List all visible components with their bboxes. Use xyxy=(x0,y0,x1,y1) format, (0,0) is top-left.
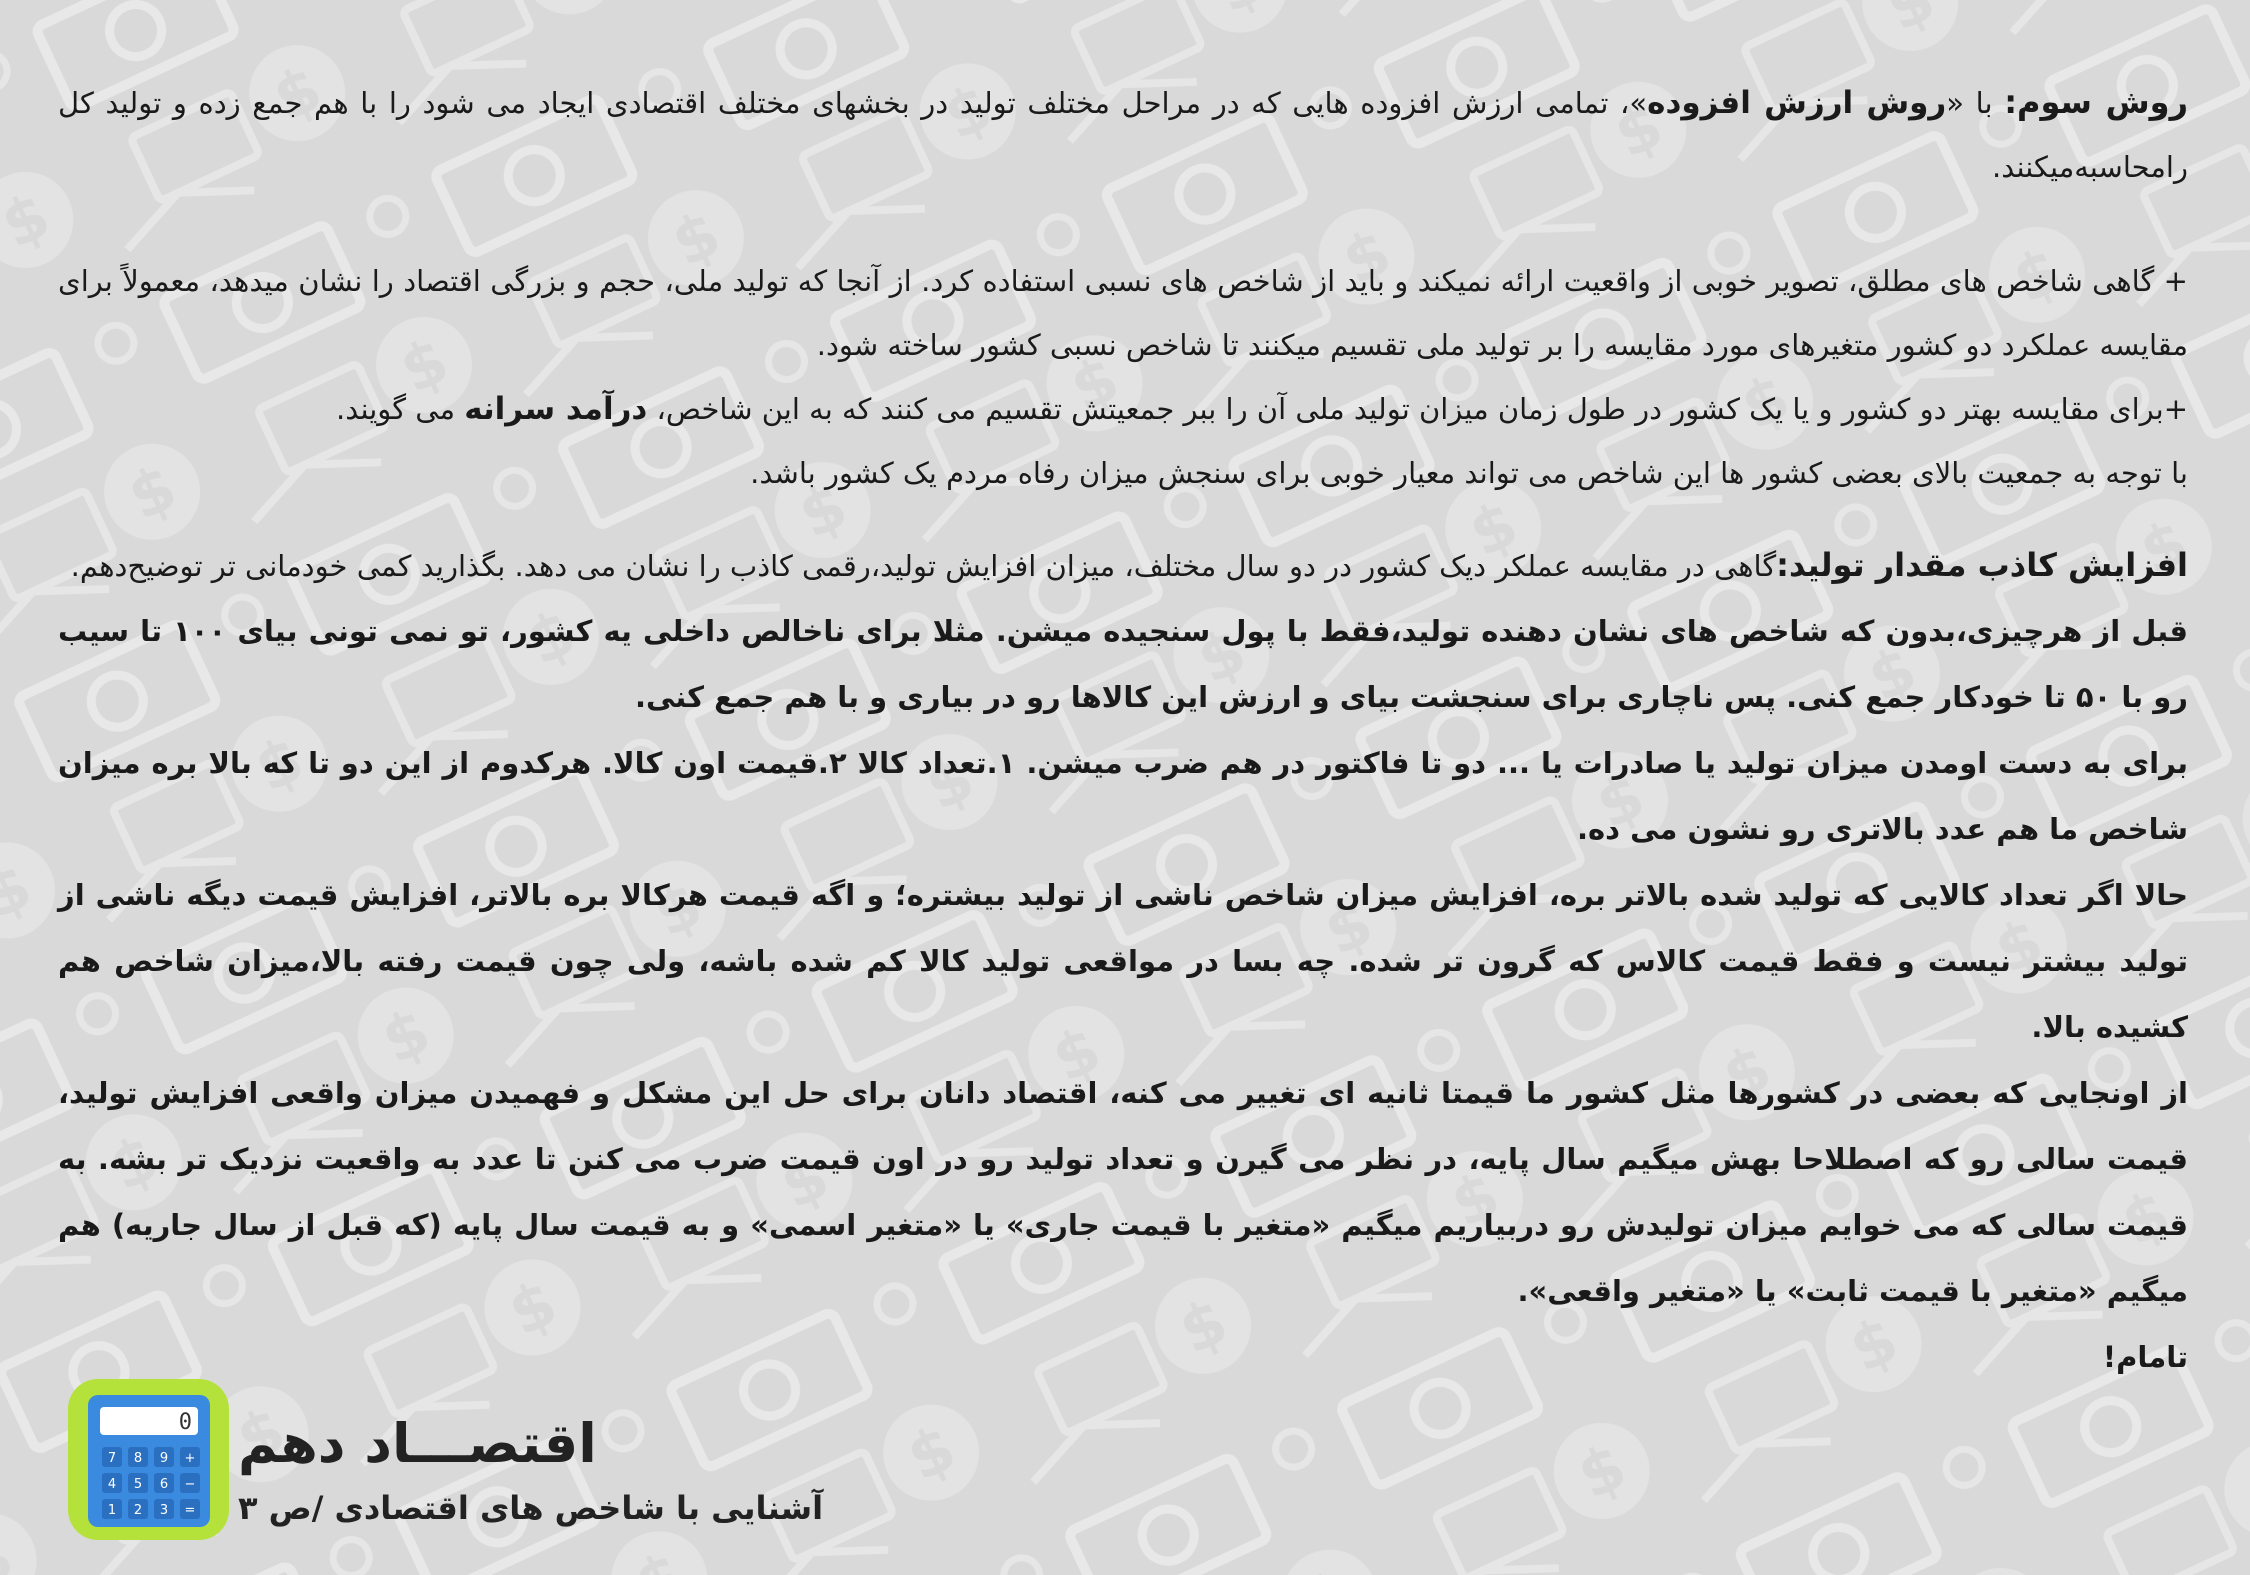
casual-paragraph-4: از اونجایی که بعضی در کشورها مثل کشور ما قیمتا ثانیه ای تغییر می کنه، اقتصاد دانان برای حل این مشکل و فهمیدن میزان واقعی افزایش تولید، قیمت سالی رو که اصطلاحا بهش میگیم سال پایه، در نظر می گیرن و تعداد تولید رو در اون قیمت ضرب می کنن تا عدد به واقعیت نزدیک تر بشه. به قیمت سالی که می خوایم میزان تولیدش رو دربیاریم میگیم «متغیر با قیمت جاری» یا «متغیر اسمی» و به قیمت سال پایه (که قبل از سال جاریه) هم میگیم «متغیر با قیمت ثابت» یا «متغیر واقعی». xyxy=(58,1076,2188,1308)
section3-paragraph xyxy=(58,70,2188,199)
calculator-key-label: 8 xyxy=(133,1451,143,1466)
relative-index-paragraph: + گاهی شاخص های مطلق، تصویر خوبی از واقعیت ارائه نمیکند و باید از شاخص های نسبی استفاده کرد. از آنجا که تولید ملی، حجم و بزرگی اقتصاد را نشان میدهد، معمولاً برای مقایسه عملکرد دو کشور متغیرهای مورد مقایسه را بر تولید ملی تقسیم میکنند تا شاخص نسبی کشور ساخته شود. xyxy=(58,264,2188,362)
per-capita-term: درآمد سرانه xyxy=(464,391,648,427)
per-capita-paragraph xyxy=(58,377,2188,441)
calculator-key-label: − xyxy=(184,1477,196,1492)
section3-lead: روش سوم: xyxy=(2004,83,2188,121)
footer-brand xyxy=(66,1377,824,1552)
false-increase-text: گاهی در مقایسه عملکر دیک کشور در دو سال مختلف، میزان افزایش تولید،رقمی کاذب را نشان می دهد. بگذارید کمی خودمانی تر توضیح‌دهم. xyxy=(70,549,1777,583)
footer-subtitle: آشنایی با شاخص های اقتصادی /ص ۳ xyxy=(238,1489,824,1527)
calculator-key-label: + xyxy=(184,1451,196,1466)
value-added-term: روش ارزش افزوده xyxy=(1647,85,1947,121)
calculator-key-label: 2 xyxy=(133,1503,143,1518)
section3-text-b: »، تمامی ارزش افزوده هایی که در مراحل مختلف تولید در بخشهای مختلف اقتصادی ایجاد می شود را با هم جمع زده و تولید کل رامحاسبه‌میکنند. xyxy=(58,86,2188,184)
welfare-paragraph: با توجه به جمعیت بالای بعضی کشور ها این شاخص می تواند معیار خوبی برای سنجش میزان رفاه مردم یک کشور باشد. xyxy=(750,456,2188,490)
false-increase-lead: افزایش کاذب مقدار تولید: xyxy=(1776,546,2188,584)
main-content xyxy=(58,70,2188,1390)
calculator-key-label: 9 xyxy=(159,1451,169,1466)
calculator-key-label: 5 xyxy=(133,1477,143,1492)
casual-paragraph-3: حالا اگر تعداد کالایی که تولید شده بالاتر بره، افزایش میزان شاخص ناشی از تولید بیشتره؛ و اگه قیمت هرکالا بره بالاتر، افزایش قیمت دیگه ناشی از تولید بیشتر نیست و فقط قیمت کالاس که گرون تر شده. چه بسا در مواقعی تولید کالا کم شده باشه، ولی چون قیمت رفته بالا،میزان شاخص هم کشیده بالا. xyxy=(58,878,2188,1044)
calculator-key-label: 4 xyxy=(107,1477,117,1492)
svg-text:0: 0 xyxy=(178,1410,192,1435)
casual-paragraph-1: قبل از هرچیزی،بدون که شاخص های نشان دهنده تولید،فقط با پول سنجیده میشن. مثلا برای ناخالص داخلی یه کشور، تو نمی تونی بیای ۱۰۰ تا سیب رو با ۵۰ تا خودکار جمع کنی. پس ناچاری برای سنجشت بیای و ارزش این کالاها رو در بیاری و با هم جمع کنی. xyxy=(58,614,2189,714)
footer-title: اقتصـــاد دهم xyxy=(238,1412,597,1475)
per-capita-text-b: می گویند. xyxy=(336,392,465,426)
section3-text-a: با « xyxy=(1946,86,2005,120)
per-capita-text-a: +برای مقایسه بهتر دو کشور و یا یک کشور در طول زمان میزان تولید ملی آن را ببر جمعیتش تقسیم می کنند که به این شاخص، xyxy=(647,392,2188,426)
calculator-key-label: 6 xyxy=(159,1477,169,1492)
false-increase-paragraph xyxy=(58,533,2188,598)
calculator-icon xyxy=(66,1377,231,1542)
calculator-key-label: 3 xyxy=(159,1503,169,1518)
calculator-key-label: 1 xyxy=(107,1503,117,1518)
calculator-key-label: = xyxy=(184,1503,196,1518)
casual-paragraph-2: برای به دست اومدن میزان تولید یا صادرات یا ... دو تا فاکتور در هم ضرب میشن. ۱.تعداد کالا ۲.قیمت اون کالا. هرکدوم از این دو تا که بالا بره میزان شاخص ما هم عدد بالاتری رو نشون می ده. xyxy=(58,746,2188,846)
calculator-key-label: 7 xyxy=(107,1451,117,1466)
casual-paragraph-5: تامام! xyxy=(2102,1340,2188,1374)
